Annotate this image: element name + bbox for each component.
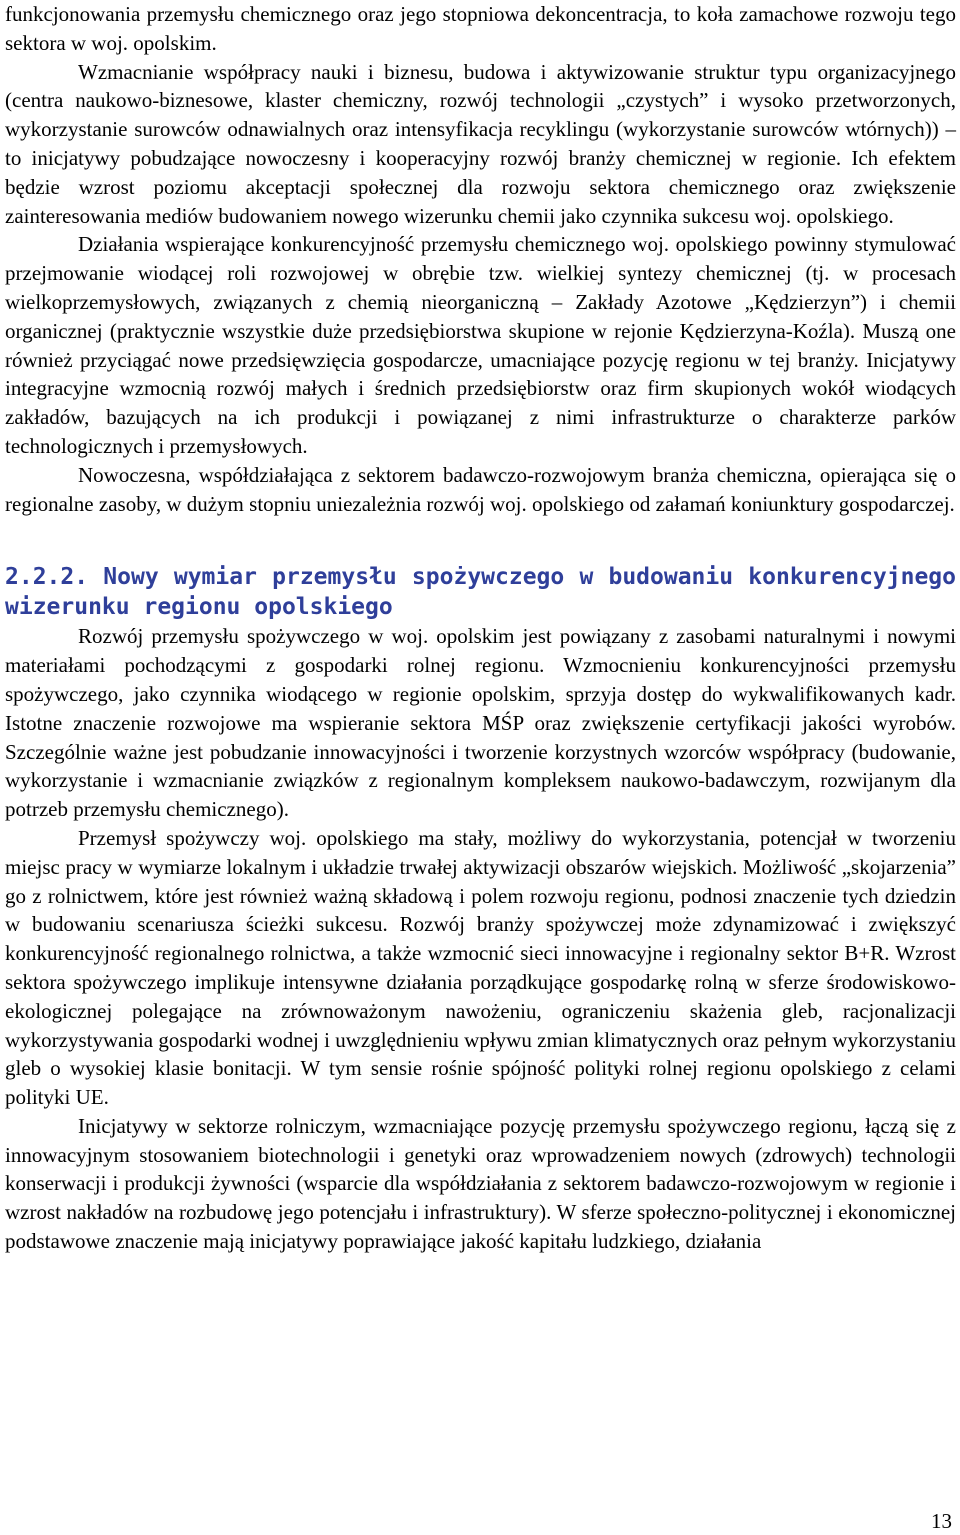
section-heading: 2.2.2. Nowy wymiar przemysłu spożywczego w budowaniu konkurencyjnego wizerunku regionu opolskiego xyxy=(5,564,956,621)
paragraph: Nowoczesna, współdziałająca z sektorem badawczo-rozwojowym branża chemiczna, opierająca się o regionalne zasoby, w dużym stopniu uniezależnia rozwój woj. opolskiego od załamań koniunktury gospodarczej. xyxy=(5,462,956,516)
paragraph: funkcjonowania przemysłu chemicznego oraz jego stopniowa dekoncentracja, to koła zamachowe rozwoju tego sektora w woj. opolskim. xyxy=(5,2,956,55)
document-page xyxy=(5,0,956,1256)
paragraph: Przemysł spożywczy woj. opolskiego ma stały, możliwy do wykorzystania, potencjał w tworzeniu miejsc pracy w wymiarze lokalnym i układzie trwałej aktywizacji obszarów wiejskich. Możliwość „skojarzenia” go z rolnictwem, które jest również ważną składową i polem rozwoju regionu, podnosi znaczenie tych dziedzin w budowaniu scenariusza ścieżki sukcesu. Rozwój branży spożywczej może zdynamizować i zwiększyć konkurencyjność regionalnego rolnictwa, a także wzmocnić sieci innowacyjne i regionalny sektor B+R. Wzrost sektora spożywczego implikuje intensywne działania porządkujące gospodarkę rolną w sferze środowiskowo-ekologicznej polegające na zrównoważonym nawożeniu, ograniczeniu skażenia gleb, racjonalizacji wykorzystywania gospodarki wodnej i uwzględnieniu wpływu zmian klimatycznych oraz pełnym wykorzystaniu gleb o wysokiej klasie bonitacji. W tym sensie rośnie spójność polityki rolnej regionu opolskiego z celami polityki UE. xyxy=(5,825,956,1110)
paragraph: Działania wspierające konkurencyjność przemysłu chemicznego woj. opolskiego powinny stymulować przejmowanie wiodącej roli rozwojowej w obrębie tzw. wielkiej syntezy chemicznej (tj. w procesach wielkoprzemysłowych, związanych z chemią nieorganiczną – Zakłady Azotowe „Kędzierzyn”) i chemii organicznej (praktycznie wszystkie duże przedsiębiorstwa skupione w rejonie Kędzierzyna-Koźla). Muszą one również przyciągać nowe przedsięwzięcia gospodarcze, umacniające pozycję regionu w tej branży. Inicjatywy integracyjne wzmocnią rozwój małych i średnich przedsiębiorstw oraz firm skupionych wokół wiodących zakładów, bazujących na ich produkcji i powiązanej z nimi infrastrukturze o charakterze parków technologicznych i przemysłowych. xyxy=(5,232,956,458)
paragraph: Rozwój przemysłu spożywczego w woj. opolskim jest powiązany z zasobami naturalnymi i nowymi materiałami pochodzącymi z gospodarki rolnej regionu. Wzmocnieniu konkurencyjności przemysłu spożywczego, jako czynnika wiodącego w regionie opolskim, sprzyja dostęp do wykwalifikowanych kadr. Istotne znaczenie rozwojowe ma wspieranie sektora MŚP oraz zwiększenie certyfikacji jakości wyrobów. Szczególnie ważne jest pobudzanie innowacyjności i tworzenie korzystnych wzorców współpracy (budowanie, wykorzystanie i wzmacnianie związków z regionalnym kompleksem naukowo-badawczym, rozwijanym dla potrzeb przemysłu chemicznego). xyxy=(5,624,956,822)
paragraph: Inicjatywy w sektorze rolniczym, wzmacniające pozycję przemysłu spożywczego regionu, łączą się z innowacyjnym stosowaniem biotechnologii i genetyki oraz wprowadzeniem nowych (zdrowych) technologii konserwacji i produkcji żywności (wsparcie dla współdziałania z sektorem badawczo-rozwojowym w regionie i wzrost nakładów na rozbudowę jego potencjału i infrastruktury). W sferze społeczno-politycznej i ekonomicznej podstawowe znaczenie mają inicjatywy poprawiające jakość kapitału ludzkiego, działania xyxy=(5,1113,956,1254)
paragraph: Wzmacnianie współpracy nauki i biznesu, budowa i aktywizowanie struktur typu organizacyjnego (centra naukowo-biznesowe, klaster chemiczny, rozwój technologii „czystych” i wysoko przetworzonych, wykorzystanie surowców odnawialnych oraz intensyfikacja recyklingu (wykorzystanie surowców wtórnych)) – to inicjatywy pobudzające nowoczesny i kooperacyjny rozwój branży chemicznej w regionie. Ich efektem będzie wzrost poziomu akceptacji społecznej dla rozwoju sektora chemicznego oraz zwiększenie zainteresowania mediów budowaniem nowego wizerunku chemii jako czynnika sukcesu woj. opolskiego. xyxy=(5,59,956,228)
page-number: 13 xyxy=(931,1509,952,1533)
